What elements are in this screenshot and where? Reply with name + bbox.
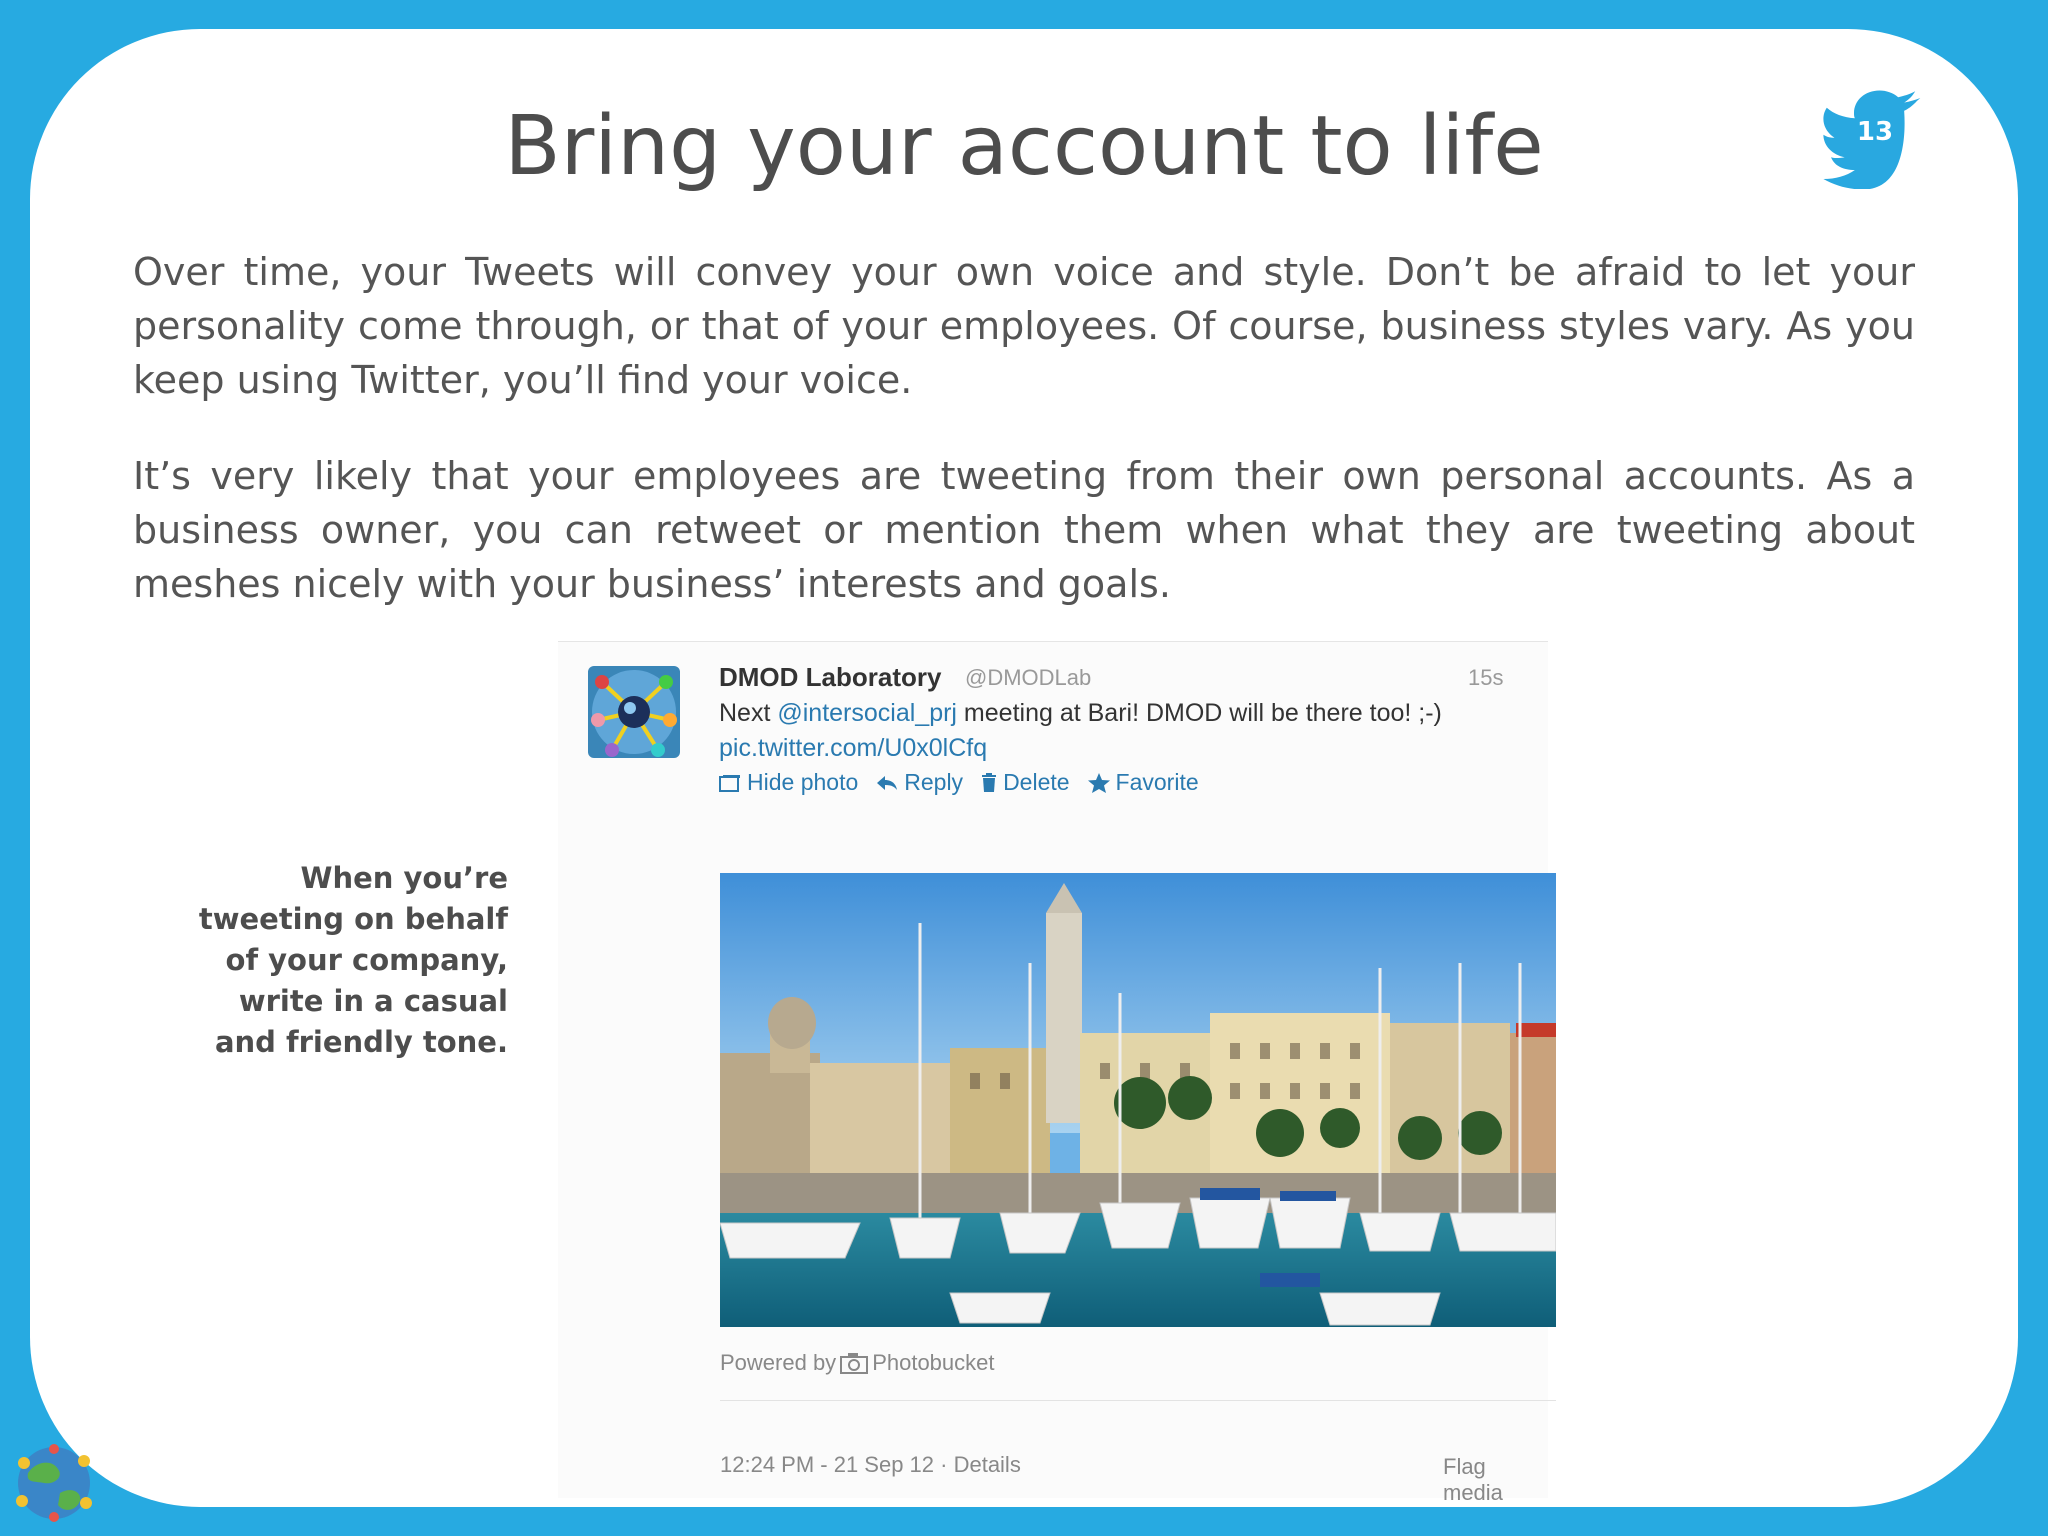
- camera-icon: [840, 1352, 868, 1374]
- callout-text: When you’re tweeting on behalf of your company, write in a casual and friendly tone.: [198, 861, 508, 1059]
- page-badge: [1820, 89, 1938, 189]
- tweet-photo-link[interactable]: pic.twitter.com/U0x0lCfq: [719, 734, 988, 762]
- reply-label: Reply: [904, 769, 964, 795]
- tweet-mention-link[interactable]: @intersocial_prj: [777, 699, 957, 727]
- favorite-button[interactable]: [1088, 769, 1199, 796]
- flag-media-link[interactable]: Flag media: [1443, 1454, 1503, 1505]
- delete-label: Delete: [1003, 769, 1070, 795]
- favorite-label: Favorite: [1115, 769, 1199, 795]
- powered-by-credit: [720, 1350, 995, 1376]
- delete-button[interactable]: [981, 769, 1069, 796]
- tweet-handle[interactable]: @DMODLab: [965, 665, 1092, 690]
- tweet-actions: [719, 769, 1199, 796]
- hide-photo-button[interactable]: [719, 769, 858, 796]
- trash-icon: [981, 773, 997, 793]
- slide-title: Bring your account to life: [504, 99, 1544, 194]
- tweet-text-suffix: meeting at Bari! DMOD will be there too! ;-): [956, 699, 1442, 727]
- tweet-photo[interactable]: [720, 873, 1556, 1327]
- tweet-divider: [720, 1400, 1556, 1401]
- page-number: 13: [1856, 117, 1894, 147]
- star-icon: [1088, 773, 1110, 793]
- tweet-card: [558, 641, 1548, 1505]
- powered-by-label: Powered by: [720, 1350, 837, 1375]
- photo-service-link[interactable]: Photobucket: [872, 1350, 995, 1375]
- tweet-timestamp[interactable]: 12:24 PM - 21 Sep 12 · Details: [720, 1452, 1021, 1477]
- avatar[interactable]: [588, 666, 680, 758]
- dmod-avatar-icon: [588, 666, 680, 758]
- photo-icon: [719, 774, 741, 792]
- tweet-text: [719, 699, 1519, 728]
- tweet-author[interactable]: DMOD Laboratory: [719, 662, 942, 692]
- reply-button[interactable]: [876, 769, 963, 796]
- hide-photo-label: Hide photo: [747, 769, 859, 795]
- body-paragraph-2: It’s very likely that your employees are tweeting from their own personal accounts. As a business owner, you can retweet or mention them when what they are tweeting about meshes nicely with your business’ interests and goals.: [133, 454, 1915, 606]
- slide-canvas: [30, 29, 2018, 1507]
- reply-arrow-icon: [876, 774, 898, 792]
- body-paragraph-1: Over time, your Tweets will convey your own voice and style. Don’t be afraid to let your personality come through, or that of your employees. Of course, business styles vary. As you keep using Twitter, you’ll find your voice.: [133, 250, 1915, 402]
- harbor-photo: [720, 873, 1556, 1327]
- globe-logo-icon: [14, 1443, 94, 1523]
- tweet-time[interactable]: 15s: [1468, 665, 1504, 690]
- tweet-text-prefix: Next: [719, 699, 778, 727]
